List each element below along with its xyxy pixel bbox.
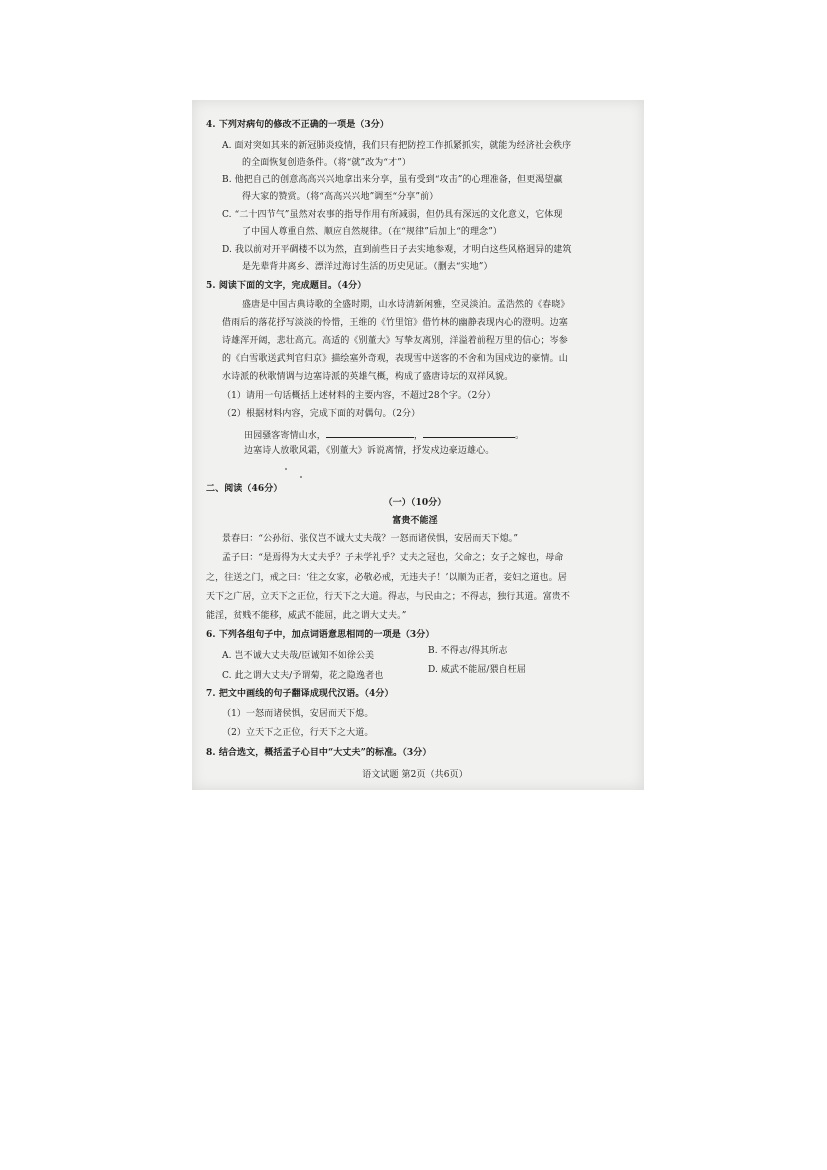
q6-option-c: C. 此之谓大丈夫/予谓菊，花之隐逸者也 xyxy=(222,671,384,681)
q4-option-d: D. 我以前对开平碉楼不以为然，直到前些日子去实地参观，才明白这些风格迥异的建筑 xyxy=(222,245,572,255)
q4-option-a-cont: 的全面恢复创造条件。（将“就”改为“才”） xyxy=(242,158,412,168)
passage-title: 富贵不能淫 xyxy=(392,516,438,526)
scan-speck xyxy=(300,476,302,478)
q5-passage-line: 诗雄浑开阔，悲壮高亢。高适的《别董大》写挚友离别，洋溢着前程万里的信心；岑参 xyxy=(222,336,568,346)
scanned-page xyxy=(192,100,644,790)
q6-option-a: A. 岂不诚大丈夫哉/臣诚知不如徐公美 xyxy=(222,651,375,661)
part-label: （一）（10分） xyxy=(383,498,447,508)
q5-subquestion-2: （2）根据材料内容，完成下面的对偶句。（2分） xyxy=(222,409,421,419)
q6-option-b: B. 不得志/得其所志 xyxy=(428,646,508,656)
q7-sentence-2: （2）立天下之正位，行天下之大道。 xyxy=(222,728,374,738)
q5-couplet-prefix: 田园骚客寄情山水， xyxy=(244,431,326,441)
passage-line: 能淫，贫贱不能移，威武不能屈，此之谓大丈夫。” xyxy=(206,611,407,621)
passage-line: 之，往送之门，戒之曰：‘往之女家，必敬必戒，无违夫子！’以顺为正者，妾妇之道也。居 xyxy=(206,573,567,583)
q6-option-d: D. 威武不能屈/猥自枉屈 xyxy=(428,665,526,675)
q4-option-c: C. “二十四节气”虽然对农事的指导作用有所减弱，但仍具有深远的文化意义，它体现 xyxy=(222,210,563,220)
q5-passage-line: 借雨后的落花抒写淡淡的怜惜，王维的《竹里馆》借竹林的幽静表现内心的澄明。边塞 xyxy=(222,318,568,328)
q5-couplet-line-2: 边塞诗人放歌风霜，《别董大》诉说离情，抒发戍边豪迈雄心。 xyxy=(244,446,495,456)
answer-blank[interactable] xyxy=(326,428,414,438)
q5-stem: 5. 阅读下面的文字，完成题目。（4分） xyxy=(206,281,367,291)
q4-option-c-cont: 了中国人尊重自然、顺应自然规律。（在“规律”后加上“的理念”） xyxy=(242,227,503,237)
q6-stem: 6. 下列各组句子中，加点词语意思相同的一项是（3分） xyxy=(206,630,435,640)
q8-stem: 8. 结合选文，概括孟子心目中“大丈夫”的标准。（3分） xyxy=(206,748,432,758)
q5-passage-line: 水诗派的秋歌情调与边塞诗派的英雄气概，构成了盛唐诗坛的双祥风貌。 xyxy=(222,372,514,382)
q4-option-b-cont: 得大家的赞赏。（将“高高兴兴地”调至“分享”前） xyxy=(242,192,439,202)
q5-passage-line: 盛唐是中国古典诗歌的全盛时期，山水诗清新闲雅，空灵淡泊。孟浩然的《春晓》 xyxy=(242,300,570,310)
q7-sentence-1: （1）一怒而诸侯惧，安居而天下熄。 xyxy=(222,709,374,719)
answer-blank[interactable] xyxy=(423,428,515,438)
q7-stem: 7. 把文中画线的句子翻译成现代汉语。（4分） xyxy=(206,689,394,699)
q4-option-b: B. 他把自己的创意高高兴兴地拿出来分享，虽有受到“攻击”的心理准备，但更渴望赢 xyxy=(222,175,563,185)
q4-option-d-cont: 是先辈背井离乡、漂洋过海讨生活的历史见证。（删去“实地”） xyxy=(242,262,493,272)
passage-line: 孟子曰：“是焉得为大丈夫乎？子未学礼乎？丈夫之冠也，父命之；女子之嫁也，母命 xyxy=(222,553,564,563)
q5-subquestion-1: （1）请用一句话概括上述材料的主要内容，不超过28个字。（2分） xyxy=(222,391,496,401)
q4-stem: 4. 下列对病句的修改不正确的一项是（3分） xyxy=(206,120,389,130)
passage-line: 景春曰：“公孙衍、张仪岂不诚大丈夫哉？一怒而诸侯惧，安居而天下熄。” xyxy=(222,534,519,544)
q4-option-a: A. 面对突如其来的新冠肺炎疫情，我们只有把防控工作抓紧抓实，就能为经济社会秩序 xyxy=(222,141,572,151)
passage-line: 天下之广居，立天下之正位，行天下之大道。得志，与民由之；不得志，独行其道。富贵不 xyxy=(206,592,571,602)
section-heading: 二、阅读（46分） xyxy=(206,484,283,494)
scan-speck xyxy=(285,468,287,470)
q5-couplet-line-1: 田园骚客寄情山水， ， 。 xyxy=(244,428,524,442)
page-footer: 语文试题 第2页（共6页） xyxy=(362,770,468,780)
q5-passage-line: 的《白雪歌送武判官归京》描绘塞外奇观，表现雪中送客的不舍和为国戍边的豪情。山 xyxy=(222,354,568,364)
